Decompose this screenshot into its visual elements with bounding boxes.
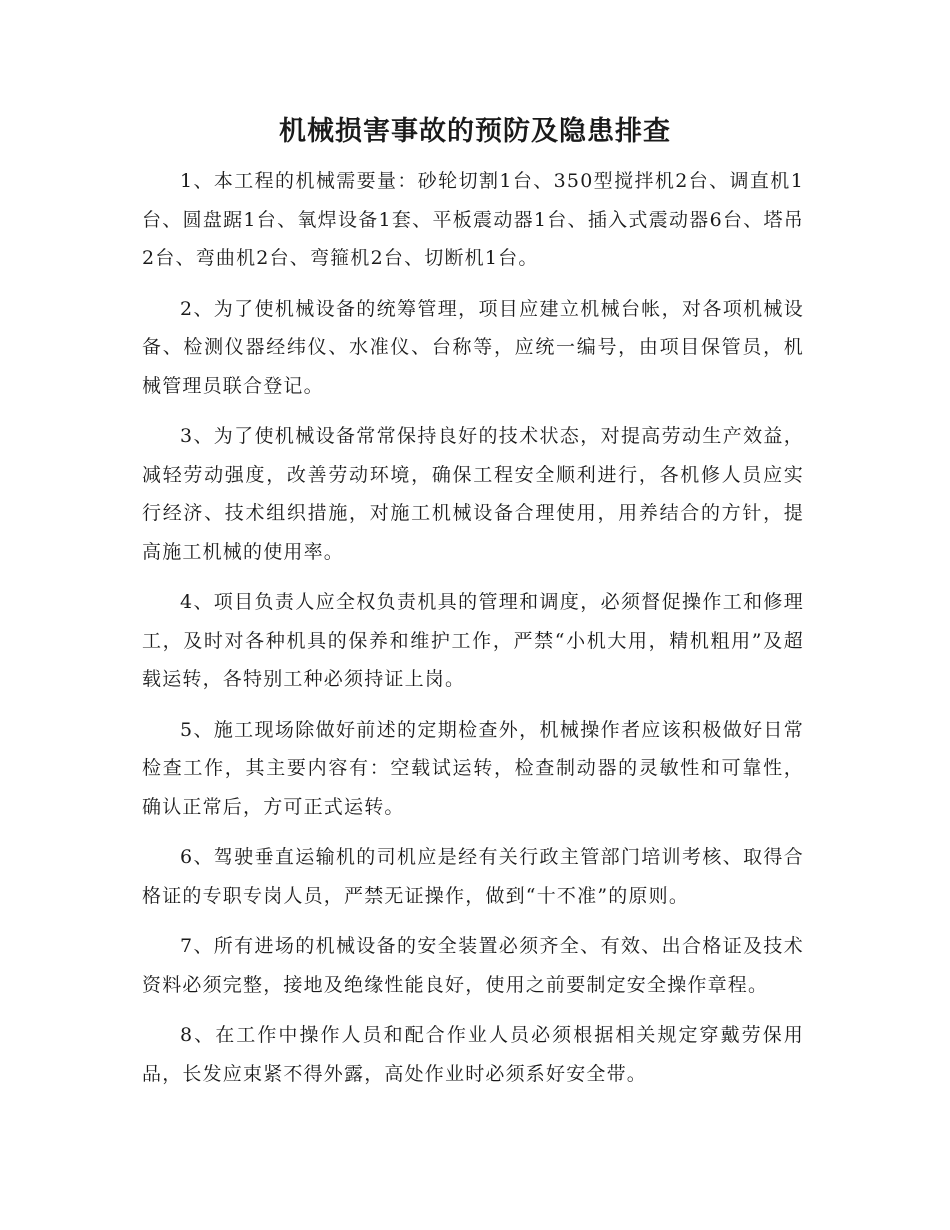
paragraph-6: 6、驾驶垂直运输机的司机应是经有关行政主管部门培训考核、取得合格证的专职专岗人员，严禁无证操作，做到“十不准”的原则。 (142, 846, 804, 907)
document-body (142, 162, 804, 1105)
paragraph-1: 1、本工程的机械需要量：砂轮切割1台、350型搅拌机2台、调直机1台、圆盘踞1台、氧焊设备1套、平板震动器1台、插入式震动器6台、塔吊2台、弯曲机2台、弯箍机2台、切断机1台。 (142, 170, 804, 269)
paragraph-8: 8、在工作中操作人员和配合作业人员必须根据相关规定穿戴劳保用品，长发应束紧不得外露，高处作业时必须系好安全带。 (142, 1024, 804, 1085)
paragraph-5: 5、施工现场除做好前述的定期检查外，机械操作者应该积极做好日常检查工作，其主要内容有：空载试运转，检查制动器的灵敏性和可靠性，确认正常后，方可正式运转。 (142, 718, 804, 818)
document-title: 机械损害事故的预防及隐患排查 (279, 116, 671, 147)
paragraph-3: 3、为了使机械设备常常保持良好的技术状态，对提高劳动生产效益，减轻劳动强度，改善劳动环境，确保工程安全顺利进行，各机修人员应实行经济、技术组织措施，对施工机械设备合理使用，用养结合的方针，提高施工机械的使用率。 (142, 425, 804, 563)
paragraph-4: 4、项目负责人应全权负责机具的管理和调度，必须督促操作工和修理工，及时对各种机具的保养和维护工作，严禁“小机大用，精机粗用”及超载运转，各特别工种必须持证上岗。 (142, 591, 804, 690)
paragraph-7: 7、所有进场的机械设备的安全装置必须齐全、有效、出合格证及技术资料必须完整，接地及绝缘性能良好，使用之前要制定安全操作章程。 (142, 935, 804, 996)
paragraph-2: 2、为了使机械设备的统筹管理，项目应建立机械台帐，对各项机械设备、检测仪器经纬仪、水准仪、台称等，应统一编号，由项目保管员，机械管理员联合登记。 (142, 297, 804, 397)
